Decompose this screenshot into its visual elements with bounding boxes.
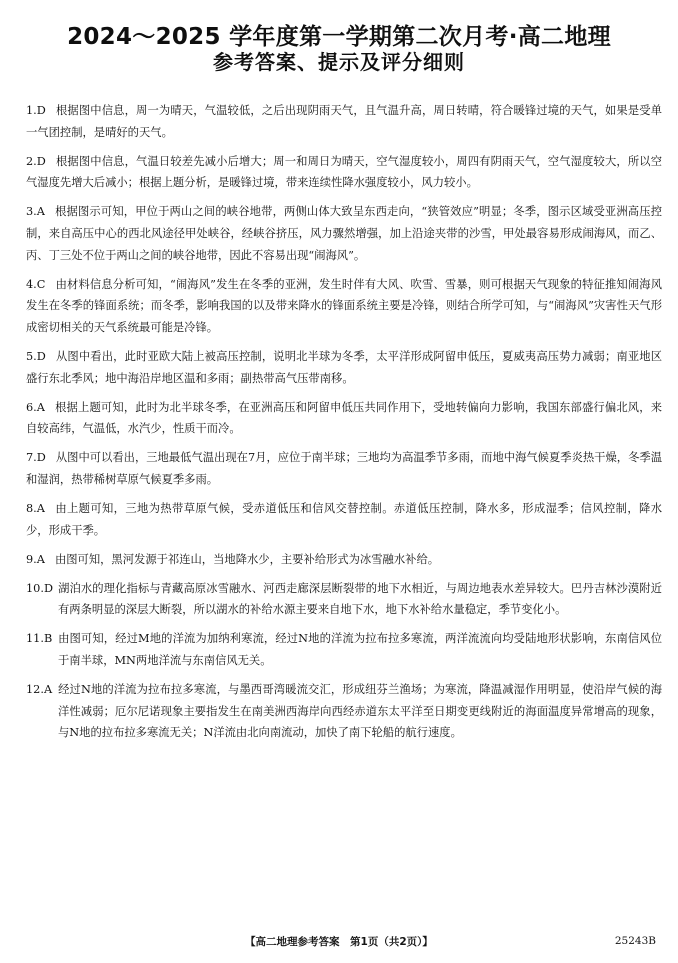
answer-item-11 bbox=[26, 628, 662, 671]
answer-list bbox=[26, 100, 662, 751]
answer-explanation: 由图可知，黑河发源于祁连山，当地降水少，主要补给形式为冰雪融水补给。 bbox=[54, 552, 440, 566]
answer-number: 11.B bbox=[26, 632, 53, 646]
answer-item-9 bbox=[26, 549, 662, 571]
answer-explanation: 根据图中信息，气温日较差先减小后增大；周一和周日为晴天，空气湿度较小，周四有阴雨天气，空气湿度较大，所以空气湿度先增大后减小；根据上题分析，是暖锋过境，带来连续性降水强度较小，风力较小。 bbox=[26, 154, 662, 190]
answer-explanation: 根据上题可知，此时为北半球冬季，在亚洲高压和阿留申低压共同作用下，受地转偏向力影响，我国东部盛行偏北风，来自较高纬，气温低，水汽少，性质干而冷。 bbox=[26, 400, 662, 436]
answer-number: 3.A bbox=[26, 205, 45, 219]
answer-number: 12.A bbox=[26, 683, 53, 697]
answer-item-4 bbox=[26, 274, 662, 339]
answer-item-6 bbox=[26, 397, 662, 440]
answer-number: 4.C bbox=[26, 277, 46, 291]
answer-number: 7.D bbox=[26, 451, 46, 465]
page-footer: 【高二地理参考答案 第1页（共2页）】 bbox=[245, 936, 433, 948]
answer-item-8 bbox=[26, 498, 662, 541]
answer-item-1 bbox=[26, 100, 662, 143]
document-code: 25243B bbox=[614, 935, 656, 947]
answer-explanation: 由上题可知，三地为热带草原气候，受赤道低压和信风交替控制。赤道低压控制，降水多，形成湿季；信风控制，降水少，形成干季。 bbox=[26, 502, 662, 537]
answer-item-10 bbox=[26, 578, 662, 621]
answer-explanation: 从图中可以看出，三地最低气温出现在7月，应位于南半球；三地均为高温季节多雨，而地中海气候夏季炎热干燥，冬季温和湿润，热带稀树草原气候夏季多雨。 bbox=[26, 451, 662, 486]
page-title: 2024～2025 学年度第一学期第二次月考·高二地理 bbox=[67, 24, 611, 50]
answer-number: 8.A bbox=[26, 502, 45, 515]
answer-explanation: 湖泊水的理化指标与青藏高原冰雪融水、河西走廊深层断裂带的地下水相近，与周边地表水差异较大。巴丹吉林沙漠附近有两条明显的深层大断裂，所以湖水的补给水源主要来自地下水，地下水补给水量稳定，季节变化小。 bbox=[58, 581, 662, 617]
answer-explanation: 由材料信息分析可知，“闹海风”发生在冬季的亚洲，发生时伴有大风、吹雪、雪暴，则可根据天气现象的特征推知闹海风发生在冬季的锋面系统；而冬季，影响我国的以及带来降水的锋面系统主要是冷锋，则结合所学可知，与“闹海风”灾害性天气形成密切相关的天气系统最可能是冷锋。 bbox=[26, 277, 662, 334]
page-subtitle: 参考答案、提示及评分细则 bbox=[213, 50, 465, 74]
answer-explanation: 根据图中信息，周一为晴天，气温较低，之后出现阴雨天气，且气温升高，周日转晴，符合暖锋过境的天气，如果是受单一气团控制，是晴好的天气。 bbox=[26, 104, 662, 139]
answer-item-12 bbox=[26, 679, 662, 744]
answer-number: 2.D bbox=[26, 154, 46, 168]
answer-explanation: 从图中看出，此时亚欧大陆上被高压控制，说明北半球为冬季，太平洋形成阿留申低压，夏威夷高压势力减弱；南亚地区盛行东北季风；地中海沿岸地区温和多雨；副热带高气压带南移。 bbox=[26, 349, 662, 385]
answer-item-2 bbox=[26, 151, 662, 194]
answer-number: 1.D bbox=[26, 104, 46, 117]
answer-number: 5.D bbox=[26, 349, 46, 363]
answer-item-5 bbox=[26, 346, 662, 389]
answer-number: 6.A bbox=[26, 400, 45, 414]
answer-explanation: 由图可知，经过M地的洋流为加纳利寒流，经过N地的洋流为拉布拉多寒流，两洋流流向均受陆地形状影响，东南信风位于南半球，MN两地洋流与东南信风无关。 bbox=[58, 632, 662, 668]
answer-number: 9.A bbox=[26, 552, 45, 566]
answer-item-7 bbox=[26, 447, 662, 490]
answer-number: 10.D bbox=[26, 581, 54, 595]
answer-explanation: 经过N地的洋流为拉布拉多寒流，与墨西哥湾暖流交汇，形成纽芬兰渔场；为寒流，降温减湿作用明显，使沿岸气候的海洋性减弱；厄尔尼诺现象主要指发生在南美洲西海岸向西经赤道东太平洋至日期变更线附近的海面温度异常增高的现象，与N地的拉布拉多寒流无关；N洋流由北向南流动，加快了南下轮船的航行速度。 bbox=[58, 683, 662, 740]
answer-item-3 bbox=[26, 201, 662, 266]
answer-explanation: 根据图示可知，甲位于两山之间的峡谷地带，两侧山体大致呈东西走向，“狭管效应”明显；冬季，图示区域受亚洲高压控制，来自高压中心的西北风途径甲处峡谷，经峡谷挤压，风力骤然增强，加上沿途夹带的沙雪，甲处最容易形成闹海风，而乙、丙、丁三处不位于两山之间的峡谷地带，因此不容易出现“闹海风”。 bbox=[26, 205, 662, 262]
